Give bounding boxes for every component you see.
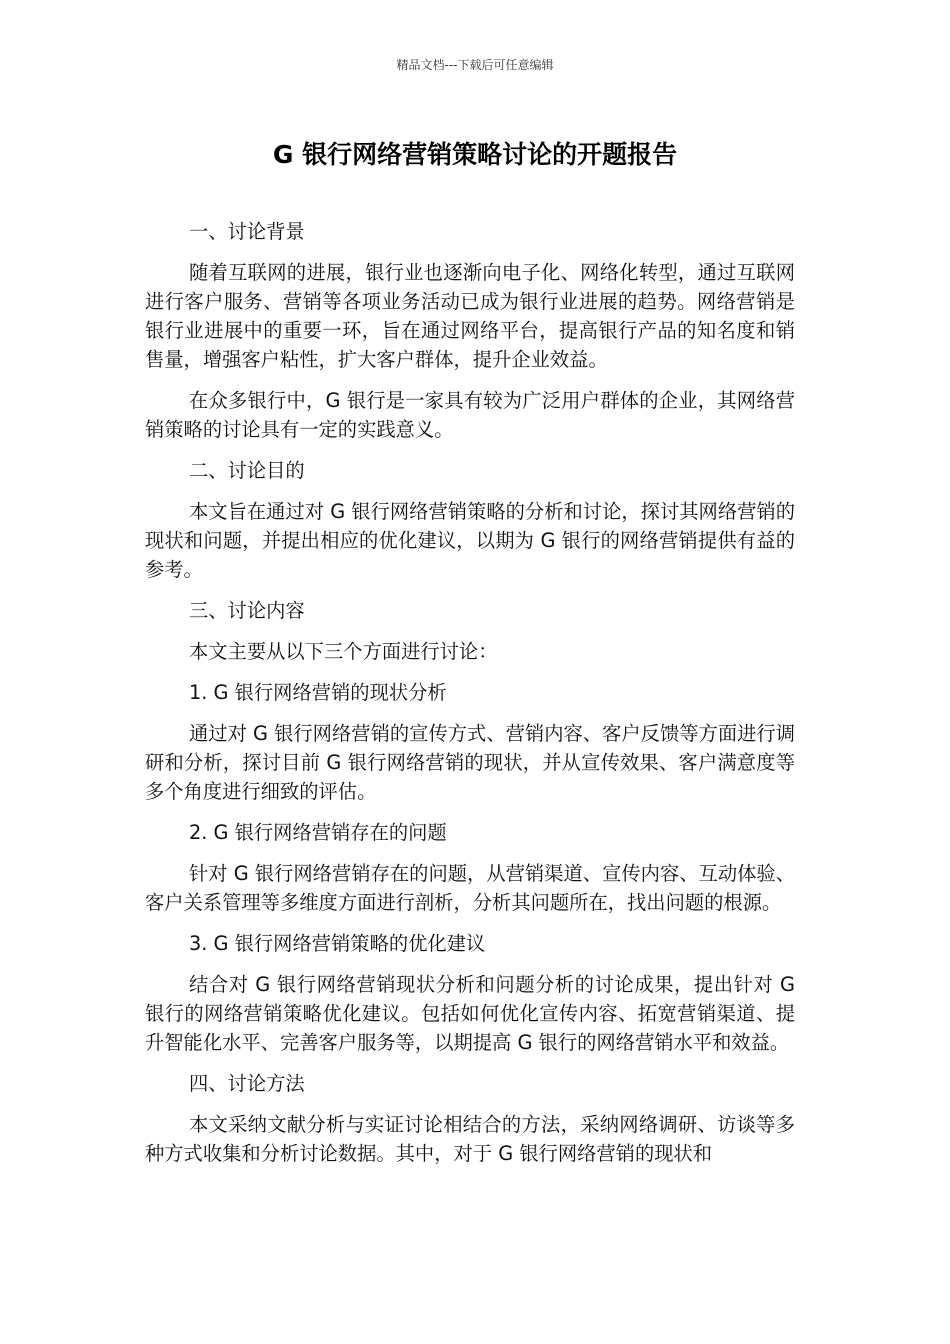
page-header: 精品文档---下载后可任意编辑: [396, 58, 554, 72]
section-heading-background: 一、讨论背景: [189, 220, 305, 243]
paragraph-method: 本文采纳文献分析与实证讨论相结合的方法，采纳网络调研、访谈等多种方式收集和分析讨论数据。其中，对于 G 银行网络营销的现状和: [145, 1113, 795, 1165]
subheading-optimization: 3. G 银行网络营销策略的优化建议: [189, 932, 486, 955]
paragraph-background-2: 在众多银行中，G 银行是一家具有较为广泛用户群体的企业，其网络营销策略的讨论具有一定的实践意义。: [145, 389, 795, 441]
paragraph-background-1: 随着互联网的进展，银行业也逐渐向电子化、网络化转型，通过互联网进行客户服务、营销等各项业务活动已成为银行业进展的趋势。网络营销是银行业进展中的重要一环，旨在通过网络平台，提高银行产品的知名度和销售量，增强客户粘性，扩大客户群体，提升企业效益。: [145, 261, 795, 371]
subheading-current-status: 1. G 银行网络营销的现状分析: [189, 681, 447, 704]
paragraph-optimization: 结合对 G 银行网络营销现状分析和问题分析的讨论成果，提出针对 G 银行的网络营销策略优化建议。包括如何优化宣传内容、拓宽营销渠道、提升智能化水平、完善客户服务等，以期提高 G 银行的网络营销水平和效益。: [145, 973, 795, 1054]
section-heading-purpose: 二、讨论目的: [189, 459, 305, 482]
paragraph-content-intro: 本文主要从以下三个方面进行讨论：: [189, 640, 498, 663]
section-heading-content: 三、讨论内容: [189, 599, 305, 622]
subheading-problems: 2. G 银行网络营销存在的问题: [189, 821, 447, 844]
paragraph-purpose: 本文旨在通过对 G 银行网络营销策略的分析和讨论，探讨其网络营销的现状和问题，并提出相应的优化建议，以期为 G 银行的网络营销提供有益的参考。: [145, 500, 795, 581]
paragraph-problems: 针对 G 银行网络营销存在的问题，从营销渠道、宣传内容、互动体验、客户关系管理等多维度方面进行剖析，分析其问题所在，找出问题的根源。: [145, 862, 795, 914]
document-title: G 银行网络营销策略讨论的开题报告: [272, 140, 678, 169]
section-heading-method: 四、讨论方法: [189, 1072, 305, 1095]
document-body: [145, 217, 795, 1180]
paragraph-current-status: 通过对 G 银行网络营销的宣传方式、营销内容、客户反馈等方面进行调研和分析，探讨目前 G 银行网络营销的现状，并从宣传效果、客户满意度等多个角度进行细致的评估。: [145, 722, 795, 803]
